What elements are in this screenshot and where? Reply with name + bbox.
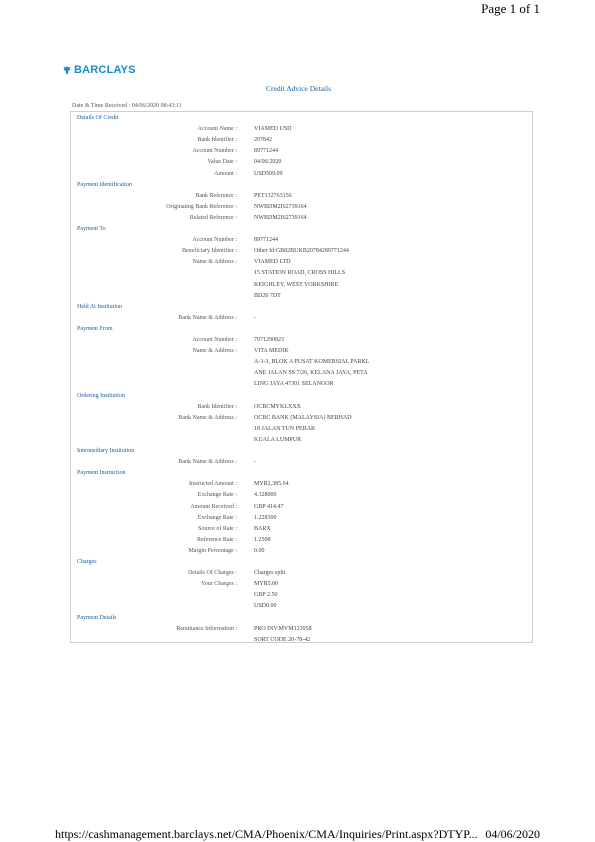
detail-row <box>71 280 532 291</box>
field-label: Exchange Rate : <box>197 514 237 521</box>
field-label: Account Number : <box>192 237 237 244</box>
field-value: VIAMED LTD <box>254 259 291 266</box>
field-label: Bank Name & Address : <box>178 414 237 421</box>
detail-row <box>71 213 532 224</box>
field-value: KUALA LUMPUR <box>254 436 302 443</box>
section-heading: Payment Instruction <box>77 470 126 477</box>
barclays-logo <box>62 64 136 76</box>
field-value: 1.228300 <box>254 514 277 521</box>
page-number: Page 1 of 1 <box>481 1 540 16</box>
detail-row <box>71 268 532 279</box>
field-value: PET132763156 <box>254 192 292 199</box>
field-label: Value Date : <box>207 159 237 166</box>
detail-row <box>71 546 532 557</box>
field-value: 15 STATION ROAD, CROSS HILLS <box>254 270 346 277</box>
field-label: Reference Rate : <box>197 536 237 543</box>
field-value: LING JAYA 47301 SELANGOR <box>254 381 334 388</box>
field-label: Account Number : <box>192 148 237 155</box>
field-label: Bank Identifier : <box>197 137 237 144</box>
field-label: Originating Bank Reference : <box>166 203 237 210</box>
field-value: VIAMED USD <box>254 126 292 133</box>
detail-row <box>71 479 532 490</box>
detail-row <box>71 502 532 513</box>
field-value: MYR2,385.64 <box>254 481 289 488</box>
field-value: ANE JALAN SS 7/26, KELANA JAYA, PETA <box>254 370 368 377</box>
section-heading: Charges <box>77 559 97 565</box>
detail-row <box>71 169 532 180</box>
detail-row <box>71 246 532 257</box>
detail-row <box>71 579 532 590</box>
field-value: A-3-3, BLOK A PUSAT KOMERSIAL PARKL <box>254 359 370 366</box>
field-value: GBP 414.47 <box>254 503 284 510</box>
section-heading: Payment Details <box>77 614 117 621</box>
field-label: Amount : <box>214 170 237 177</box>
section-heading: Payment To <box>77 226 106 232</box>
field-label: Related Reference : <box>189 214 237 221</box>
detail-row <box>71 135 532 146</box>
field-label: Exchange Rate : <box>197 492 237 499</box>
section-heading: Payment From <box>77 325 113 332</box>
field-value: 7071290823 <box>254 337 284 343</box>
detail-row <box>71 413 532 424</box>
field-value: NWBDM2I62739164 <box>254 214 307 221</box>
detail-row <box>71 368 532 379</box>
field-value: 4.328000 <box>254 492 277 499</box>
field-value: USD0.00 <box>254 603 277 610</box>
field-value: PRO INV.MVM123958 <box>254 625 312 632</box>
eagle-icon <box>62 65 72 75</box>
detail-row <box>71 435 532 446</box>
detail-row <box>71 457 532 468</box>
credit-advice-panel <box>70 111 533 643</box>
field-value: 0.00 <box>254 547 265 554</box>
field-value: BD20 7DT <box>254 292 281 299</box>
field-value: KEIGHLEY, WEST YORKSHIRE <box>254 281 339 288</box>
detail-row <box>71 235 532 246</box>
detail-row <box>71 157 532 168</box>
field-label: Your Charges : <box>201 581 237 588</box>
field-value: GBP 2.50 <box>254 592 278 599</box>
field-label: Amount Received : <box>190 503 237 510</box>
field-label: Details Of Charges : <box>187 570 237 577</box>
section-heading: Intermediary Institution <box>77 448 135 454</box>
field-value: OCBC BANK (MALAYSIA) BERHAD <box>254 414 352 421</box>
field-label: Account Name : <box>197 126 237 133</box>
brand-name: BARCLAYS <box>74 64 136 76</box>
field-value: - <box>254 314 256 321</box>
detail-row <box>71 513 532 524</box>
detail-row <box>71 601 532 612</box>
footer-url: https://cashmanagement.barclays.net/CMA/Phoenix/CMA/Inquiries/Print.aspx?DTYP... <box>55 827 478 841</box>
print-footer <box>55 827 540 842</box>
field-value: 89771244 <box>254 237 278 244</box>
detail-row <box>71 379 532 390</box>
detail-row <box>71 535 532 546</box>
detail-row <box>71 313 532 324</box>
field-label: Remittance Information : <box>176 625 237 632</box>
field-value: BARX <box>254 525 271 532</box>
field-value: Charges split <box>254 570 286 577</box>
field-value: - <box>254 459 256 466</box>
field-value: 207842 <box>254 137 272 144</box>
detail-row <box>71 357 532 368</box>
detail-row <box>71 146 532 157</box>
detail-row <box>71 624 532 635</box>
field-label: Source of Rate : <box>198 525 237 532</box>
field-value: 18 JALAN TUN PERAK <box>254 425 316 432</box>
field-value: USD509.09 <box>254 170 283 177</box>
detail-row <box>71 402 532 413</box>
field-value: OCBCMYKLXXX <box>254 403 302 410</box>
detail-row <box>71 568 532 579</box>
field-value: NWBDM2I62739164 <box>254 203 307 210</box>
section-heading: Payment Identification <box>77 181 132 188</box>
detail-row <box>71 191 532 202</box>
field-label: Margin Percentage : <box>188 547 237 554</box>
footer-date: 04/06/2020 <box>485 827 540 841</box>
page-title: Credit Advice Details <box>266 84 331 93</box>
field-label: Bank Reference : <box>195 192 237 199</box>
field-label: Bank Identifier : <box>197 403 237 410</box>
detail-row <box>71 291 532 302</box>
detail-row <box>71 346 532 357</box>
received-timestamp: Date & Time Received : 04/06/2020 08:43:11 <box>72 103 182 109</box>
section-heading: Ordering Institution <box>77 392 125 399</box>
field-value: 89771244 <box>254 148 278 155</box>
field-label: Bank Name & Address : <box>178 459 237 466</box>
field-value: MYR5.00 <box>254 581 279 588</box>
detail-row <box>71 202 532 213</box>
field-value: VITA MEDIK <box>254 348 289 355</box>
field-label: Name & Address : <box>192 348 237 355</box>
field-value: 04/06/2020 <box>254 159 282 166</box>
field-value: 1.2508 <box>254 536 271 543</box>
section-heading: Held At Institution <box>77 303 122 310</box>
field-label: Account Number : <box>192 337 237 343</box>
field-label: Instructed Amount : <box>189 481 237 488</box>
detail-row <box>71 635 532 646</box>
field-label: Bank Name & Address : <box>178 314 237 321</box>
detail-row <box>71 524 532 535</box>
field-value: SORT CODE 20-78-42 <box>254 636 311 643</box>
section-heading: Details Of Credit <box>77 115 119 121</box>
detail-row <box>71 335 532 346</box>
field-label: Name & Address : <box>192 259 237 266</box>
detail-row <box>71 590 532 601</box>
detail-row <box>71 424 532 435</box>
field-value: Other Id:GB82BUKB20784289771244 <box>254 248 349 255</box>
detail-row <box>71 124 532 135</box>
detail-row <box>71 490 532 501</box>
detail-row <box>71 257 532 268</box>
field-label: Beneficiary Identifier : <box>182 248 237 255</box>
